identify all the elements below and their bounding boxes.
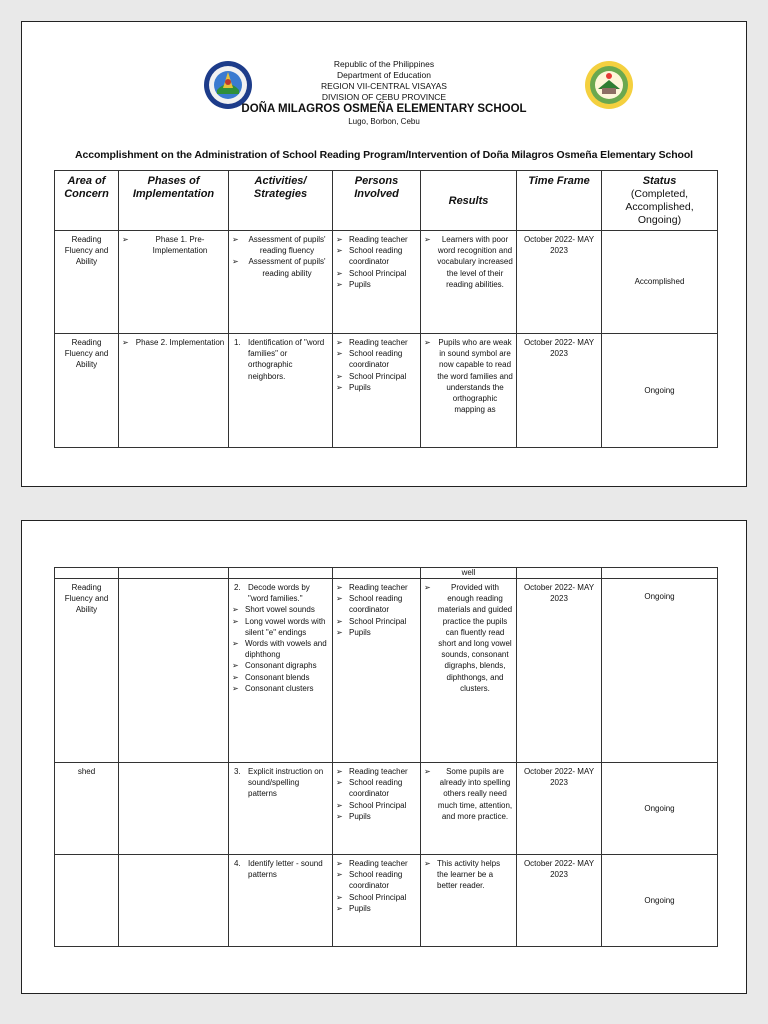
cell-status: Accomplished — [602, 231, 718, 334]
person-item: ➢ School reading coordinator — [336, 777, 417, 799]
col-status-subtitle: (Completed, Accomplished, Ongoing) — [625, 188, 694, 226]
person-item: ➢ School Principal — [336, 616, 417, 627]
person-item: ➢ Reading teacher — [336, 858, 417, 869]
header-department: Department of Education — [336, 70, 432, 80]
cell-timeframe: October 2022- MAY 2023 — [517, 334, 602, 448]
person-item: ➢ School reading coordinator — [336, 245, 417, 267]
header-republic: Republic of the Philippines — [333, 59, 435, 69]
phase-item: ➢ Phase 1. Pre-Implementation — [122, 234, 225, 256]
activity-text: Decode words by "word families." — [248, 583, 310, 604]
accomplishment-table — [54, 170, 718, 448]
cell-status: Ongoing — [602, 579, 718, 763]
school-header — [22, 59, 746, 127]
table-row — [55, 763, 718, 855]
activity-number: 2. — [234, 583, 241, 592]
table-row — [55, 231, 718, 334]
person-item: ➢ School reading coordinator — [336, 348, 417, 370]
col-status-title: Status — [642, 175, 677, 187]
document-title: Accomplishment on the Administration of School Reading Program/Intervention of Doña Milagros Osmeña Elementary School — [75, 149, 693, 161]
col-area-of-concern: Area of Concern — [55, 171, 119, 231]
col-persons: Persons Involved — [333, 171, 421, 231]
person-item: ➢ Reading teacher — [336, 582, 417, 593]
cell-activities — [229, 579, 333, 763]
person-item: ➢ School Principal — [336, 800, 417, 811]
activity-subitem: ➢ Consonant clusters — [232, 683, 329, 694]
person-item: ➢ School Principal — [336, 268, 417, 279]
activity-item — [232, 582, 329, 604]
document-page-2 — [21, 520, 747, 994]
person-item: ➢ Pupils — [336, 279, 417, 290]
header-location: Lugo, Borbon, Cebu — [348, 117, 420, 126]
phase-item: ➢ Phase 2. Implementation — [122, 337, 225, 348]
cell-status: Ongoing — [602, 334, 718, 448]
col-activities: Activities/ Strategies — [229, 171, 333, 231]
table-row — [55, 579, 718, 763]
header-region: REGION VII-CENTRAL VISAYAS — [321, 81, 447, 91]
result-item: ➢ Some pupils are already into spelling others really need much time, attention, and more practice. — [424, 766, 513, 822]
cell-phase — [119, 231, 229, 334]
activity-subitem: ➢ Consonant blends — [232, 672, 329, 683]
activity-subitem: ➢ Long vowel words with silent "e" endings — [232, 616, 329, 638]
accomplishment-table-continued — [54, 567, 718, 947]
cell-area: Reading Fluency and Ability — [55, 231, 119, 334]
activity-item: ➢ Assessment of pupils' reading fluency — [232, 234, 329, 256]
cell-area — [55, 855, 119, 947]
cell-area: Reading Fluency and Ability — [55, 579, 119, 763]
person-item: ➢ Reading teacher — [336, 337, 417, 348]
activity-item — [232, 766, 329, 800]
person-item: ➢ Pupils — [336, 903, 417, 914]
person-item: ➢ School Principal — [336, 892, 417, 903]
person-item: ➢ Pupils — [336, 627, 417, 638]
cell-persons — [333, 579, 421, 763]
result-item: ➢ Pupils who are weak in sound symbol are now capable to read the word families and understands the orthographic mapping as — [424, 337, 513, 415]
table-row — [55, 334, 718, 448]
person-item: ➢ Pupils — [336, 811, 417, 822]
table-row-continuation — [55, 568, 718, 579]
cell-status: Ongoing — [602, 855, 718, 947]
activity-number: 4. — [234, 859, 241, 868]
col-time-frame: Time Frame — [517, 171, 602, 231]
cell-timeframe: October 2022- MAY 2023 — [517, 855, 602, 947]
table-header-row — [55, 171, 718, 231]
cell-result — [421, 763, 517, 855]
activity-text: Explicit instruction on sound/spelling patterns — [248, 767, 324, 799]
activity-item — [232, 337, 329, 382]
person-item: ➢ School reading coordinator — [336, 593, 417, 615]
header-division: DIVISION OF CEBU PROVINCE — [321, 92, 447, 102]
activity-subitem: ➢ Words with vowels and diphthong — [232, 638, 329, 660]
activity-number: 3. — [234, 767, 241, 776]
cell-activities — [229, 334, 333, 448]
cell-persons — [333, 334, 421, 448]
activity-subitem: ➢ Short vowel sounds — [232, 604, 329, 615]
col-status — [602, 171, 718, 231]
cell-phase — [119, 855, 229, 947]
cell-activities — [229, 763, 333, 855]
activity-item — [232, 858, 329, 880]
activity-text: Identify letter - sound patterns — [248, 859, 323, 880]
cell-result-continued: well — [421, 568, 517, 579]
activity-item: ➢ Assessment of pupils' reading ability — [232, 256, 329, 278]
result-item: ➢ Learners with poor word recognition and vocabulary increased the level of their reading abilities. — [424, 234, 513, 290]
cell-area: Reading Fluency and Ability — [55, 334, 119, 448]
cell-result — [421, 334, 517, 448]
activity-text: Identification of "word families" or orthographic neighbors. — [248, 338, 325, 381]
cell-phase — [119, 763, 229, 855]
person-item: ➢ School Principal — [336, 371, 417, 382]
document-page-1 — [21, 21, 747, 487]
col-phases: Phases of Implementation — [119, 171, 229, 231]
person-item: ➢ Pupils — [336, 382, 417, 393]
cell-timeframe: October 2022- MAY 2023 — [517, 579, 602, 763]
person-item: ➢ School reading coordinator — [336, 869, 417, 891]
person-item: ➢ Reading teacher — [336, 766, 417, 777]
header-school-name: DOÑA MILAGROS OSMEÑA ELEMENTARY SCHOOL — [241, 103, 527, 115]
activity-subitem: ➢ Consonant digraphs — [232, 660, 329, 671]
table-row — [55, 855, 718, 947]
cell-persons — [333, 231, 421, 334]
cell-area: shed — [55, 763, 119, 855]
cell-timeframe: October 2022- MAY 2023 — [517, 231, 602, 334]
activity-number: 1. — [234, 338, 241, 347]
cell-result — [421, 231, 517, 334]
cell-phase — [119, 334, 229, 448]
cell-activities — [229, 231, 333, 334]
cell-phase — [119, 579, 229, 763]
cell-result — [421, 855, 517, 947]
result-item: ➢ This activity helps the learner be a better reader. — [424, 858, 513, 892]
col-results: Results — [421, 171, 517, 231]
result-item: ➢ Provided with enough reading materials and guided practice the pupils can fluently read short and long vowel sounds, consonant digraphs, blends, diphthongs, and clusters. — [424, 582, 513, 694]
cell-timeframe: October 2022- MAY 2023 — [517, 763, 602, 855]
person-item: ➢ Reading teacher — [336, 234, 417, 245]
cell-persons — [333, 763, 421, 855]
cell-status: Ongoing — [602, 763, 718, 855]
cell-persons — [333, 855, 421, 947]
cell-activities — [229, 855, 333, 947]
cell-result — [421, 579, 517, 763]
